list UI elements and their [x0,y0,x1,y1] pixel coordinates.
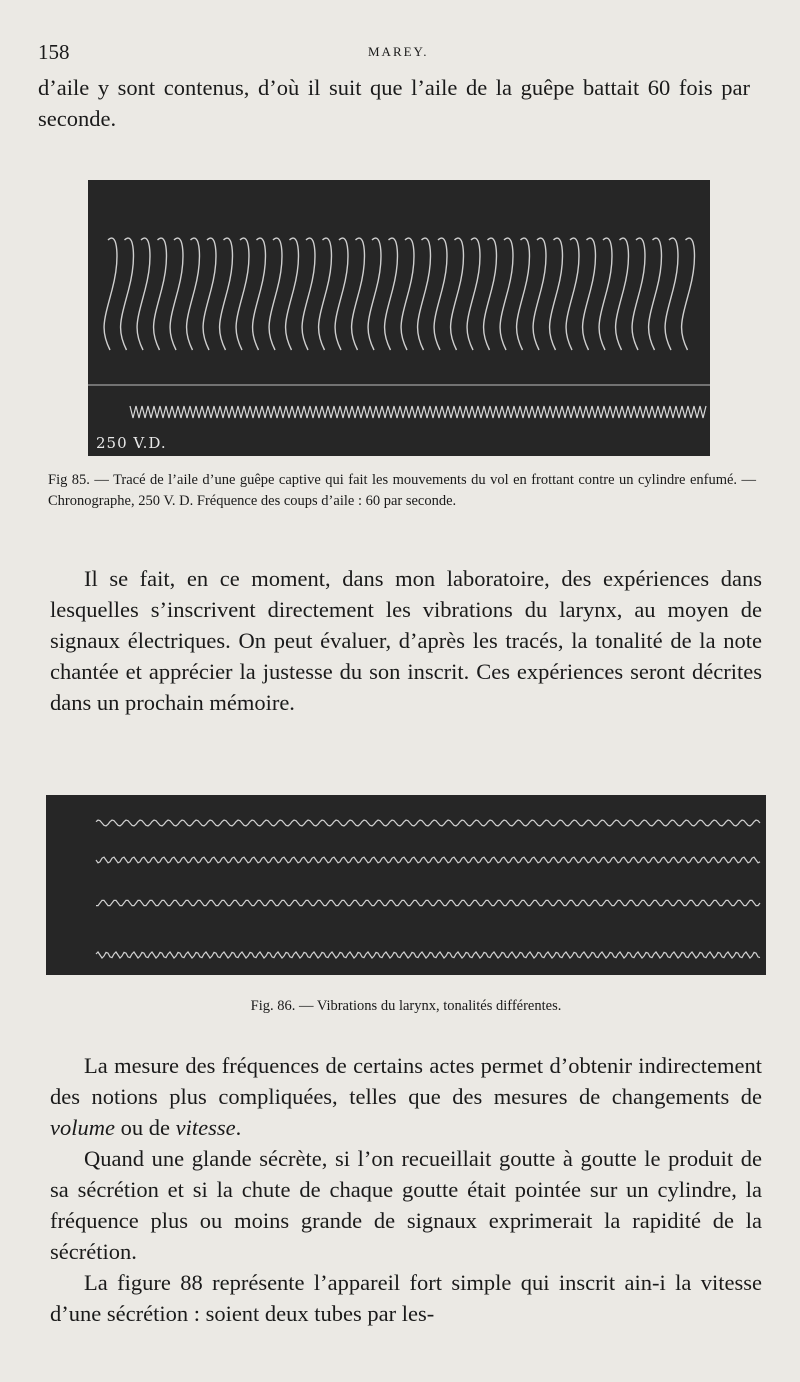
wing-stroke [203,238,216,350]
wing-stroke [533,238,546,350]
wing-stroke [418,238,431,350]
wing-stroke [170,238,183,350]
wing-stroke [352,238,365,350]
wing-stroke [649,238,662,350]
wing-stroke [616,238,629,350]
wing-stroke [385,238,398,350]
running-head: MAREY. [368,44,429,59]
wing-stroke [121,238,134,350]
larynx-text: Il se fait, en ce moment, dans mon laboratoire, des expériences dans lesquelles s’inscrivent directement les vibrations du larynx, au moyen de signaux électriques. On peut évaluer, d’après les tracés, la tonalité de la note chantée et apprécier la justesse du son inscrit. Ces expériences seront décrites dans un prochain mémoire. [50,566,762,715]
wasp-wing-trace [88,180,710,456]
wing-stroke [368,238,381,350]
wing-stroke [104,238,117,350]
wing-stroke-traces [104,238,694,350]
wing-stroke [566,238,579,350]
wing-stroke [335,238,348,350]
figure-85-caption [48,470,756,512]
figure-88-paragraph: La figure 88 représente l’appareil fort simple qui inscrit ain-i la vitesse d’une sécrétion : soient deux tubes par les- [50,1270,762,1326]
figure-85-label: 250 V.D. [96,434,167,452]
wing-stroke [665,238,678,350]
wing-stroke [451,238,464,350]
wing-stroke [517,238,530,350]
wing-stroke [286,238,299,350]
term-vitesse: vitesse [175,1115,236,1140]
vibration-trace-1 [96,820,760,826]
main-text-block [50,1050,762,1329]
wing-stroke [319,238,332,350]
wing-stroke [401,238,414,350]
wing-stroke [467,238,480,350]
wing-stroke [550,238,563,350]
figure-85-caption-text: Fig 85. — Tracé de l’aile d’une guêpe captive qui fait les mouvements du vol en frottant contre un cylindre enfumé. — Chronographe, 250 V. D. Fréquence des coups d’aile : 60 par seconde. [48,472,756,509]
vibration-trace-2 [96,857,760,863]
larynx-paragraph [50,563,762,718]
figure-86-caption [46,996,766,1017]
wing-stroke [137,238,150,350]
mesure-text-1: La mesure des fréquences de certains actes permet d’obtenir indirectement des notions plus compliquées, telles que des mesures de changements de [50,1053,762,1109]
wing-stroke [269,238,282,350]
glande-paragraph: Quand une glande sécrète, si l’on recueillait goutte à goutte le produit de sa sécrétion et si la chute de chaque goutte était pointée sur un cylindre, la fréquence plus ou moins grande de signaux exprimerait la rapidité de la sécrétion. [50,1146,762,1264]
wing-stroke [154,238,167,350]
wing-stroke [583,238,596,350]
wing-stroke [599,238,612,350]
wing-stroke [434,238,447,350]
intro-paragraph [38,72,750,134]
mesure-text-3: . [235,1115,242,1140]
figure-86-image [46,795,766,975]
chronograph-trace [130,406,706,418]
wing-stroke [682,238,695,350]
figure-85-image [88,180,710,456]
vibration-trace-4 [96,952,760,958]
page-number: 158 [38,40,70,64]
figure-86-caption-text: Fig. 86. — Vibrations du larynx, tonalités différentes. [250,998,562,1014]
wing-stroke [302,238,315,350]
intro-text: d’aile y sont contenus, d’où il suit que l’aile de la guêpe battait 60 fois par seconde. [38,75,750,131]
wing-stroke [187,238,200,350]
vibration-trace-3 [96,900,760,905]
mesure-text-2: ou de [114,1115,176,1140]
page-header [38,40,758,64]
wing-stroke [253,238,266,350]
wing-stroke [484,238,497,350]
mesure-paragraph [50,1050,762,1143]
wing-stroke [632,238,645,350]
wing-stroke [236,238,249,350]
wing-stroke [500,238,513,350]
wing-stroke [220,238,233,350]
larynx-vibration-traces [46,795,766,975]
term-volume: volume [50,1115,115,1140]
